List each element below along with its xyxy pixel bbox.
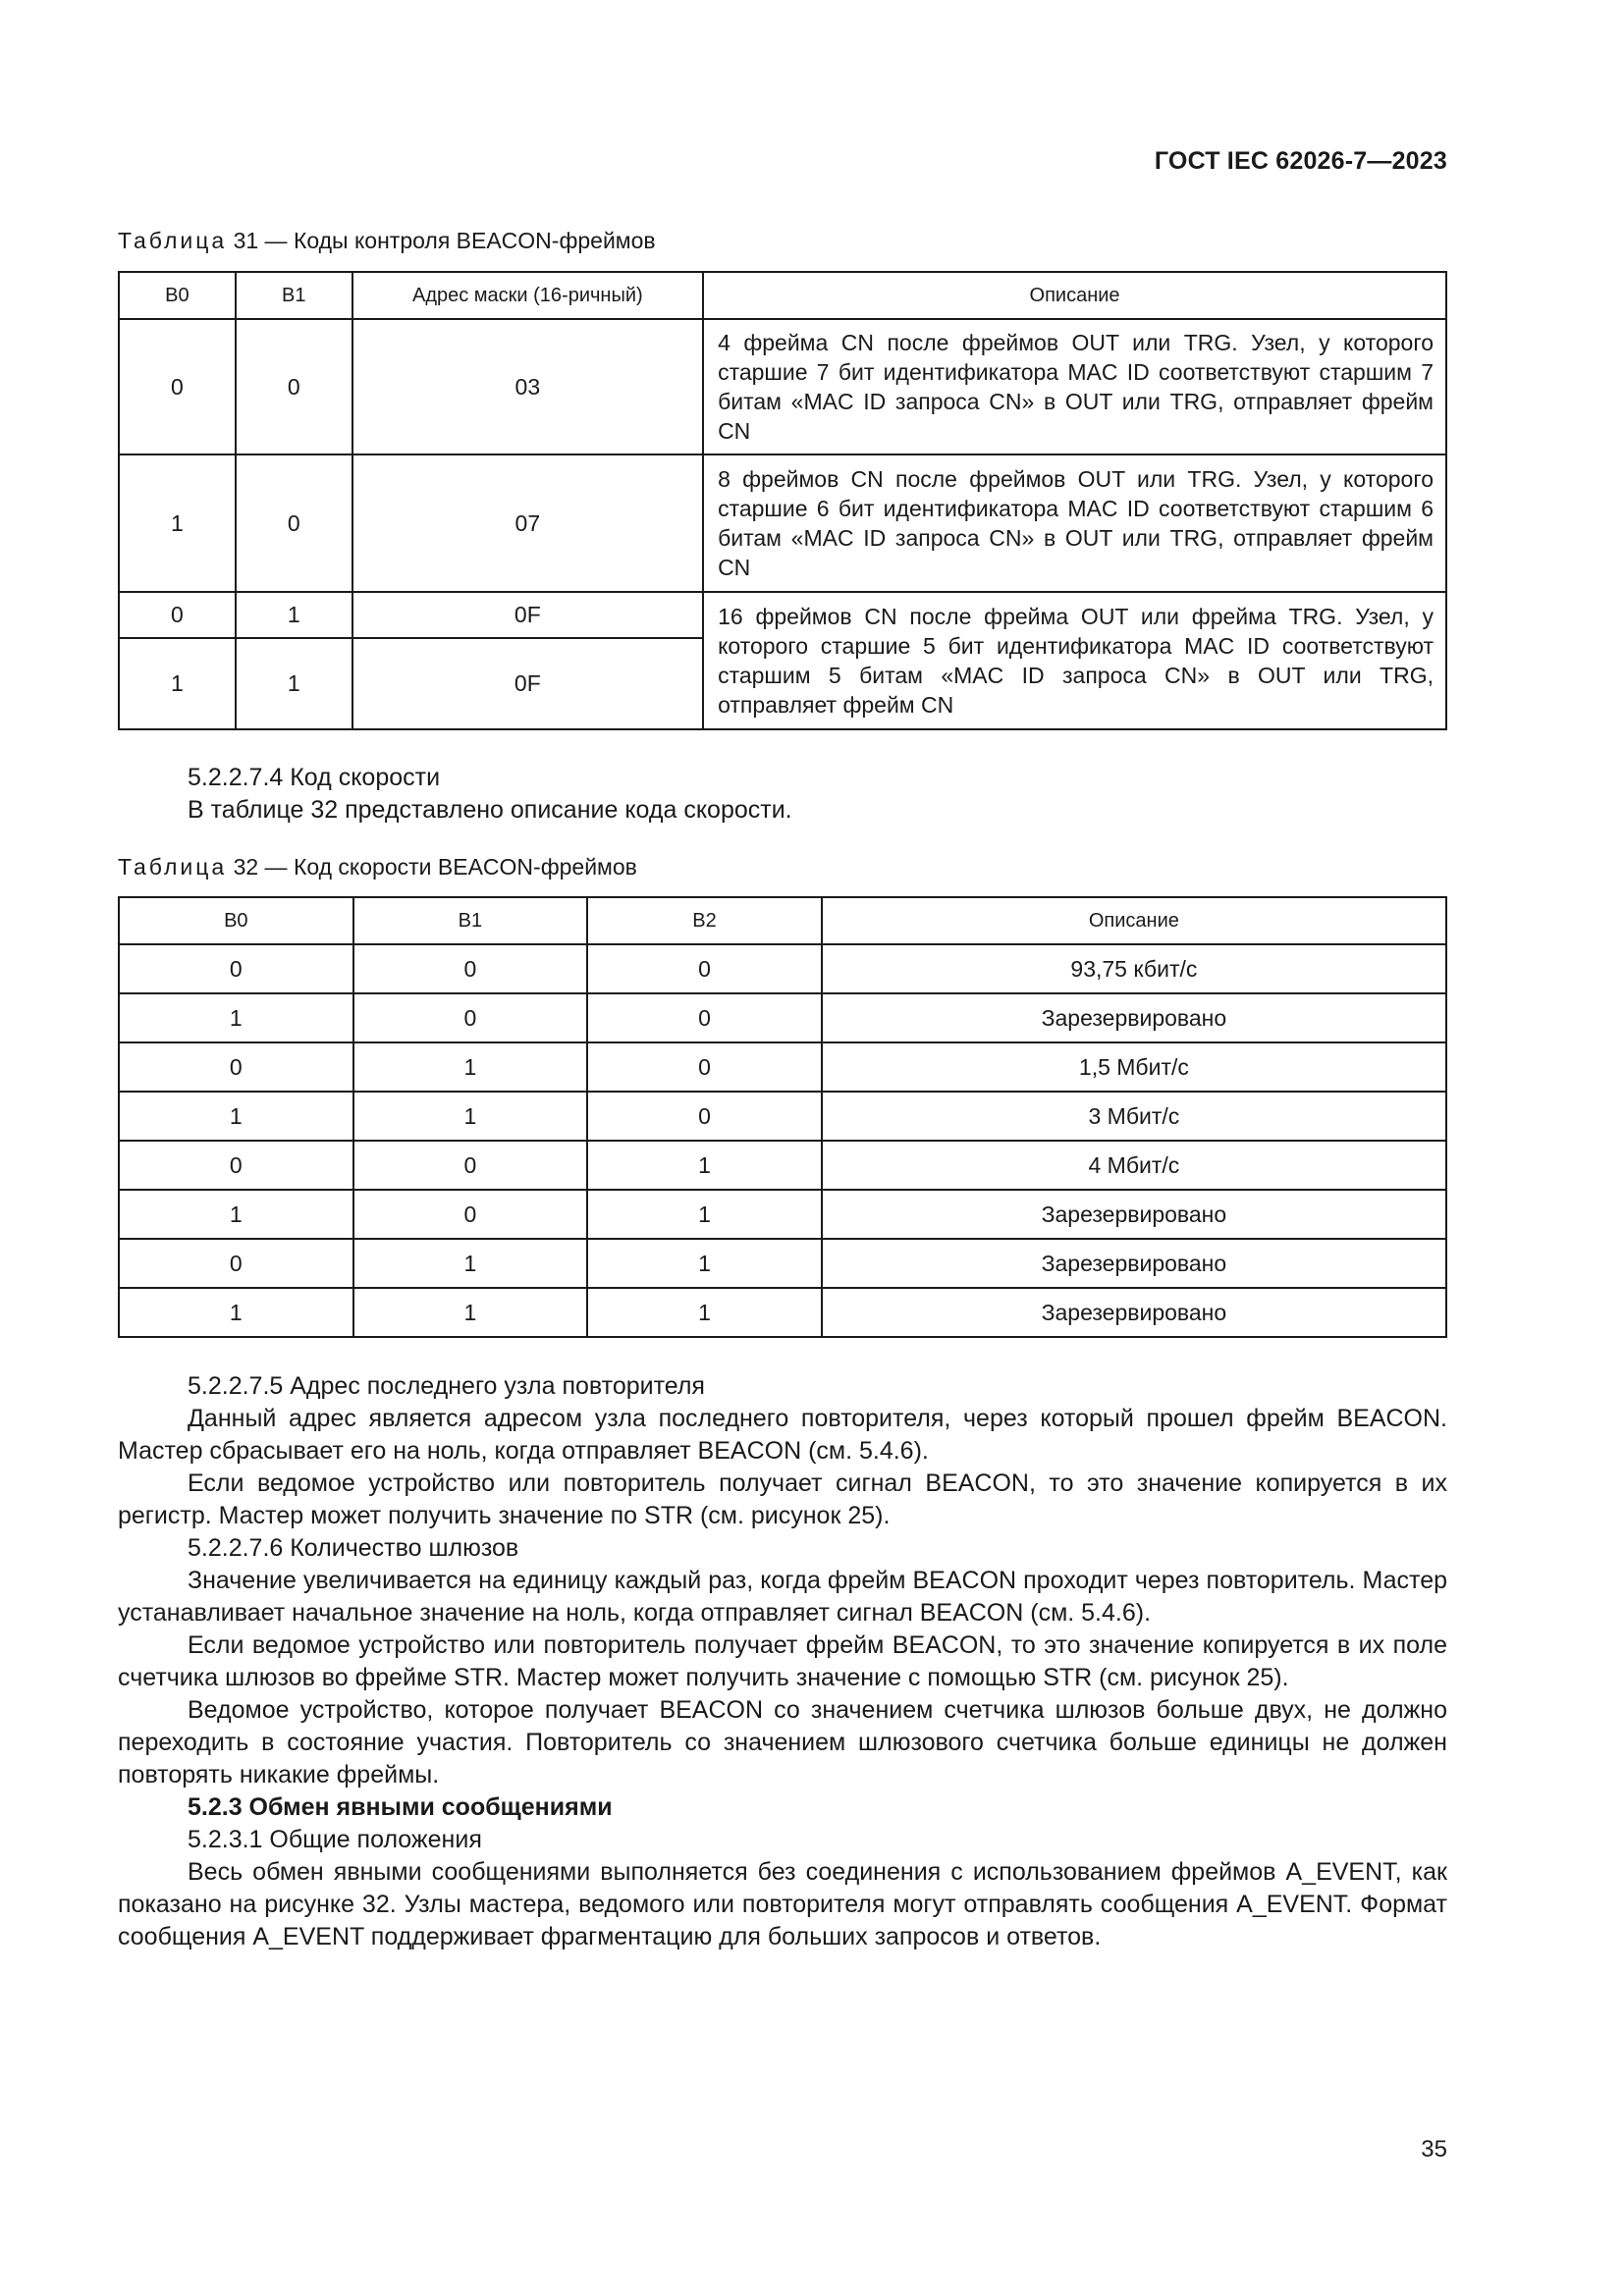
- section-heading: 5.2.2.7.5 Адрес последнего узла повторителя: [188, 1372, 705, 1400]
- table-cell: 0: [587, 944, 822, 993]
- table-cell: 0: [353, 944, 588, 993]
- table32: [118, 896, 1447, 1338]
- table-cell: Зарезервировано: [822, 993, 1446, 1042]
- table-cell-description: 8 фреймов CN после фреймов OUT или TRG. Узел, у которого старшие 6 бит идентификатора MAC ID соответствуют старшим 6 битам «MAC ID запроса CN» в OUT или TRG, отправляет фрейм CN: [703, 454, 1446, 592]
- table32-caption-text: 32 — Код скорости BEACON-фреймов: [227, 854, 637, 880]
- table31-caption-prefix: Таблица: [118, 228, 228, 253]
- table-cell: Зарезервировано: [822, 1239, 1446, 1288]
- table-row: [119, 1141, 1446, 1190]
- table-cell: 0F: [352, 592, 703, 638]
- table-cell: 1: [119, 1092, 353, 1141]
- table-cell: 1: [119, 1190, 353, 1239]
- section-heading: 5.2.3 Обмен явными сообщениями: [188, 1793, 613, 1821]
- table-cell-description: 4 фрейма CN после фреймов OUT или TRG. Узел, у которого старшие 7 бит идентификатора MAC ID соответствуют старшим 7 битам «MAC ID запроса CN» в OUT или TRG, отправляет фрейм CN: [703, 319, 1446, 454]
- table-header-cell: Описание: [703, 272, 1446, 319]
- paragraph: Значение увеличивается на единицу каждый раз, когда фрейм BEACON проходит через повторитель. Мастер устанавливает начальное значение на ноль, когда отправляет сигнал BEACON (см. 5.4.6).: [118, 1567, 1447, 1627]
- table-cell-description: 16 фреймов CN после фрейма OUT или фрейма TRG. Узел, у которого старшие 5 бит идентификатора MAC ID соответствуют старшим 5 битам «MAC ID запроса CN» в OUT или TRG, отправляет фрейм CN: [703, 592, 1446, 729]
- table-cell: 0: [119, 1042, 353, 1092]
- table-header-row: [119, 897, 1446, 944]
- table31: [118, 271, 1447, 730]
- section-heading: 5.2.2.7.4 Код скорости: [188, 764, 441, 791]
- table-cell: 1: [119, 454, 236, 592]
- table-cell: 1: [587, 1141, 822, 1190]
- table31-caption: [118, 228, 656, 254]
- table-cell: 1: [119, 638, 236, 729]
- table-cell: 07: [352, 454, 703, 592]
- paragraph: Если ведомое устройство или повторитель получает фрейм BEACON, то это значение копируется в их поле счетчика шлюзов во фрейме STR. Мастер может получить значение с помощью STR (см. рисунок 25).: [118, 1631, 1447, 1691]
- table-header-row: [119, 272, 1446, 319]
- table-cell: 1: [119, 1288, 353, 1337]
- table-cell: 0: [587, 1092, 822, 1141]
- table-cell: 0: [353, 993, 588, 1042]
- table-cell: 1: [236, 638, 352, 729]
- table-row: [119, 944, 1446, 993]
- table-cell: 0: [236, 319, 352, 454]
- table-cell: 3 Мбит/с: [822, 1092, 1446, 1141]
- table-cell: 93,75 кбит/с: [822, 944, 1446, 993]
- table-cell: 1: [236, 592, 352, 638]
- table-cell: 0F: [352, 638, 703, 729]
- table-cell: 1,5 Мбит/с: [822, 1042, 1446, 1092]
- table-header-cell: Описание: [822, 897, 1446, 944]
- table-cell: 0: [353, 1190, 588, 1239]
- table-cell: 0: [587, 1042, 822, 1092]
- table-cell: 1: [353, 1092, 588, 1141]
- table-row: [119, 1042, 1446, 1092]
- paragraph: Данный адрес является адресом узла последнего повторителя, через который прошел фрейм BEACON. Мастер сбрасывает его на ноль, когда отправляет BEACON (см. 5.4.6).: [118, 1405, 1447, 1465]
- table-header-cell: B0: [119, 272, 236, 319]
- table-cell: 0: [353, 1141, 588, 1190]
- table-cell: 0: [119, 1141, 353, 1190]
- table31-caption-text: 31 — Коды контроля BEACON-фреймов: [227, 228, 656, 253]
- page-number: 35: [1421, 2136, 1447, 2163]
- table-row: [119, 454, 1446, 592]
- table-cell: 1: [587, 1288, 822, 1337]
- table-cell: 0: [236, 454, 352, 592]
- table-row: [119, 1190, 1446, 1239]
- table-cell: 0: [587, 993, 822, 1042]
- table-cell: 1: [353, 1239, 588, 1288]
- table-cell: 1: [353, 1288, 588, 1337]
- table-cell: Зарезервировано: [822, 1190, 1446, 1239]
- table-row: [119, 993, 1446, 1042]
- paragraph: Ведомое устройство, которое получает BEACON со значением счетчика шлюзов больше двух, не должно переходить в состояние участия. Повторитель со значением шлюзового счетчика больше единицы не должен повторять никакие фреймы.: [118, 1696, 1447, 1789]
- table-cell: 03: [352, 319, 703, 454]
- table-row: [119, 592, 1446, 638]
- table-cell: Зарезервировано: [822, 1288, 1446, 1337]
- table-header-cell: B0: [119, 897, 353, 944]
- paragraph: В таблице 32 представлено описание кода скорости.: [188, 796, 792, 824]
- section-5-2-2-7-4: [118, 762, 1447, 827]
- document-header: ГОСТ IEC 62026-7—2023: [1154, 147, 1447, 175]
- table-row: [119, 1092, 1446, 1141]
- table-cell: 0: [119, 1239, 353, 1288]
- table-cell: 1: [353, 1042, 588, 1092]
- table-header-cell: B1: [353, 897, 588, 944]
- table-cell: 4 Мбит/с: [822, 1141, 1446, 1190]
- table-row: [119, 319, 1446, 454]
- table-cell: 0: [119, 592, 236, 638]
- table-header-cell: B2: [587, 897, 822, 944]
- table32-caption-prefix: Таблица: [118, 854, 228, 880]
- paragraph: Если ведомое устройство или повторитель получает сигнал BEACON, то это значение копируется в их регистр. Мастер может получить значение по STR (см. рисунок 25).: [118, 1469, 1447, 1529]
- section-heading: 5.2.2.7.6 Количество шлюзов: [188, 1534, 519, 1562]
- table-header-cell: B1: [236, 272, 352, 319]
- table-cell: 0: [119, 944, 353, 993]
- table-cell: 1: [587, 1239, 822, 1288]
- table-cell: 1: [587, 1190, 822, 1239]
- table-row: [119, 1288, 1446, 1337]
- table-cell: 1: [119, 993, 353, 1042]
- table-row: [119, 1239, 1446, 1288]
- table-cell: 0: [119, 319, 236, 454]
- body-text: [118, 1370, 1447, 1953]
- table-header-cell: Адрес маски (16-ричный): [352, 272, 703, 319]
- paragraph: Весь обмен явными сообщениями выполняется без соединения с использованием фреймов A_EVENT, как показано на рисунке 32. Узлы мастера, ведомого или повторителя могут отправлять сообщения A_EVENT. Формат сообщения A_EVENT поддерживает фрагментацию для больших запросов и ответов.: [118, 1858, 1447, 1950]
- table32-caption: [118, 854, 637, 881]
- section-heading: 5.2.3.1 Общие положения: [188, 1826, 482, 1853]
